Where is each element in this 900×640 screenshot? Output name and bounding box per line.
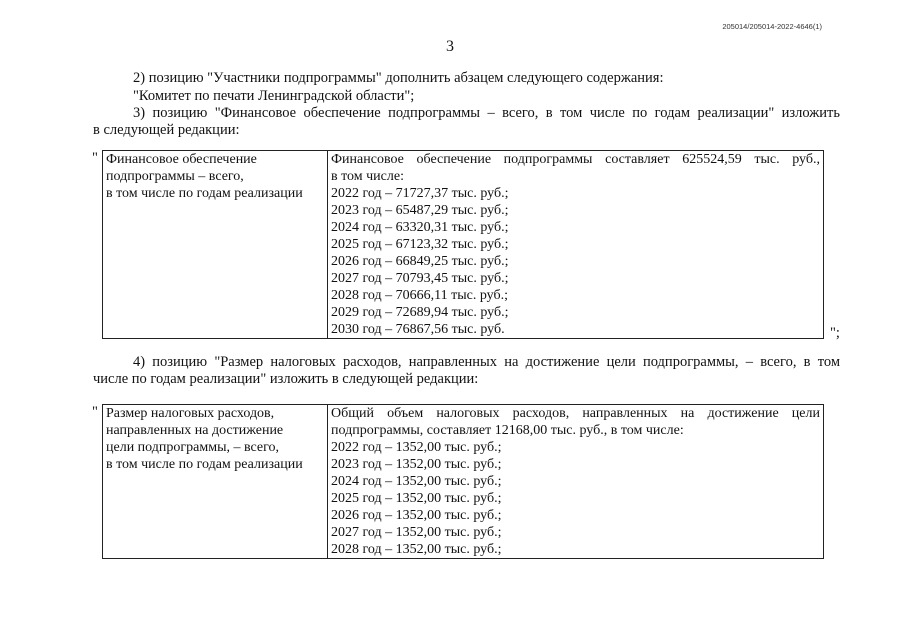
document-id: 205014/205014-2022-4646(1)	[722, 22, 822, 31]
table2-year-line: 2028 год – 1352,00 тыс. руб.;	[331, 542, 502, 557]
table1-left-line: подпрограммы – всего,	[106, 169, 244, 184]
table2-year-line: 2025 год – 1352,00 тыс. руб.;	[331, 491, 502, 506]
table1-year-line: 2030 год – 76867,56 тыс. руб.	[331, 322, 505, 337]
table2-left-line: Размер налоговых расходов,	[106, 406, 275, 421]
table2-right-cell	[328, 405, 824, 559]
table2-year-line: 2026 год – 1352,00 тыс. руб.;	[331, 508, 502, 523]
table2-intro: Общий объем налоговых расходов, направленных на достижение цели	[331, 406, 820, 421]
page-number: 3	[446, 38, 454, 55]
table2-year-line: 2024 год – 1352,00 тыс. руб.;	[331, 474, 502, 489]
item4-line1: 4) позицию "Размер налоговых расходов, направленных на достижение цели подпрограммы, – всего, в том	[133, 354, 840, 370]
financing-table	[102, 150, 824, 339]
table2-year-line: 2023 год – 1352,00 тыс. руб.;	[331, 457, 502, 472]
table2-left-cell	[103, 405, 328, 559]
table1-year-line: 2026 год – 66849,25 тыс. руб.;	[331, 254, 509, 269]
table2-open-quote: "	[92, 404, 98, 420]
item2-line1: 2) позицию "Участники подпрограммы" дополнить абзацем следующего содержания:	[133, 70, 664, 86]
table1-year-line: 2028 год – 70666,11 тыс. руб.;	[331, 288, 508, 303]
table-row	[103, 151, 824, 339]
table1-year-line: 2029 год – 72689,94 тыс. руб.;	[331, 305, 509, 320]
table-row	[103, 405, 824, 559]
table1-year-line: 2024 год – 63320,31 тыс. руб.;	[331, 220, 509, 235]
table1-left-line: в том числе по годам реализации	[106, 186, 303, 201]
table1-intro: Финансовое обеспечение подпрограммы составляет 625524,59 тыс. руб.,	[331, 152, 820, 167]
table1-year-line: 2022 год – 71727,37 тыс. руб.;	[331, 186, 509, 201]
table1-year-line: 2027 год – 70793,45 тыс. руб.;	[331, 271, 509, 286]
item3-line1: 3) позицию "Финансовое обеспечение подпрограммы – всего, в том числе по годам реализации" изложить	[133, 105, 840, 121]
table1-left-cell	[103, 151, 328, 339]
table2-left-line: цели подпрограммы, – всего,	[106, 440, 279, 455]
table1-intro-2: в том числе:	[331, 169, 404, 184]
table1-year-line: 2025 год – 67123,32 тыс. руб.;	[331, 237, 509, 252]
table1-left-line: Финансовое обеспечение	[106, 152, 257, 167]
table1-right-cell	[328, 151, 824, 339]
item4-line2: числе по годам реализации" изложить в следующей редакции:	[93, 371, 479, 387]
table2-intro-2: подпрограммы, составляет 12168,00 тыс. руб., в том числе:	[331, 423, 684, 438]
tax-expenses-table	[102, 404, 824, 559]
table2-year-line: 2027 год – 1352,00 тыс. руб.;	[331, 525, 502, 540]
table2-left-line: направленных на достижение	[106, 423, 284, 438]
item2-line2: "Комитет по печати Ленинградской области";	[133, 88, 415, 104]
table1-year-line: 2023 год – 65487,29 тыс. руб.;	[331, 203, 509, 218]
table1-close-quote: ";	[830, 325, 840, 341]
table2-left-line: в том числе по годам реализации	[106, 457, 303, 472]
table1-open-quote: "	[92, 150, 98, 166]
item3-line2: в следующей редакции:	[93, 122, 240, 138]
table2-year-line: 2022 год – 1352,00 тыс. руб.;	[331, 440, 502, 455]
